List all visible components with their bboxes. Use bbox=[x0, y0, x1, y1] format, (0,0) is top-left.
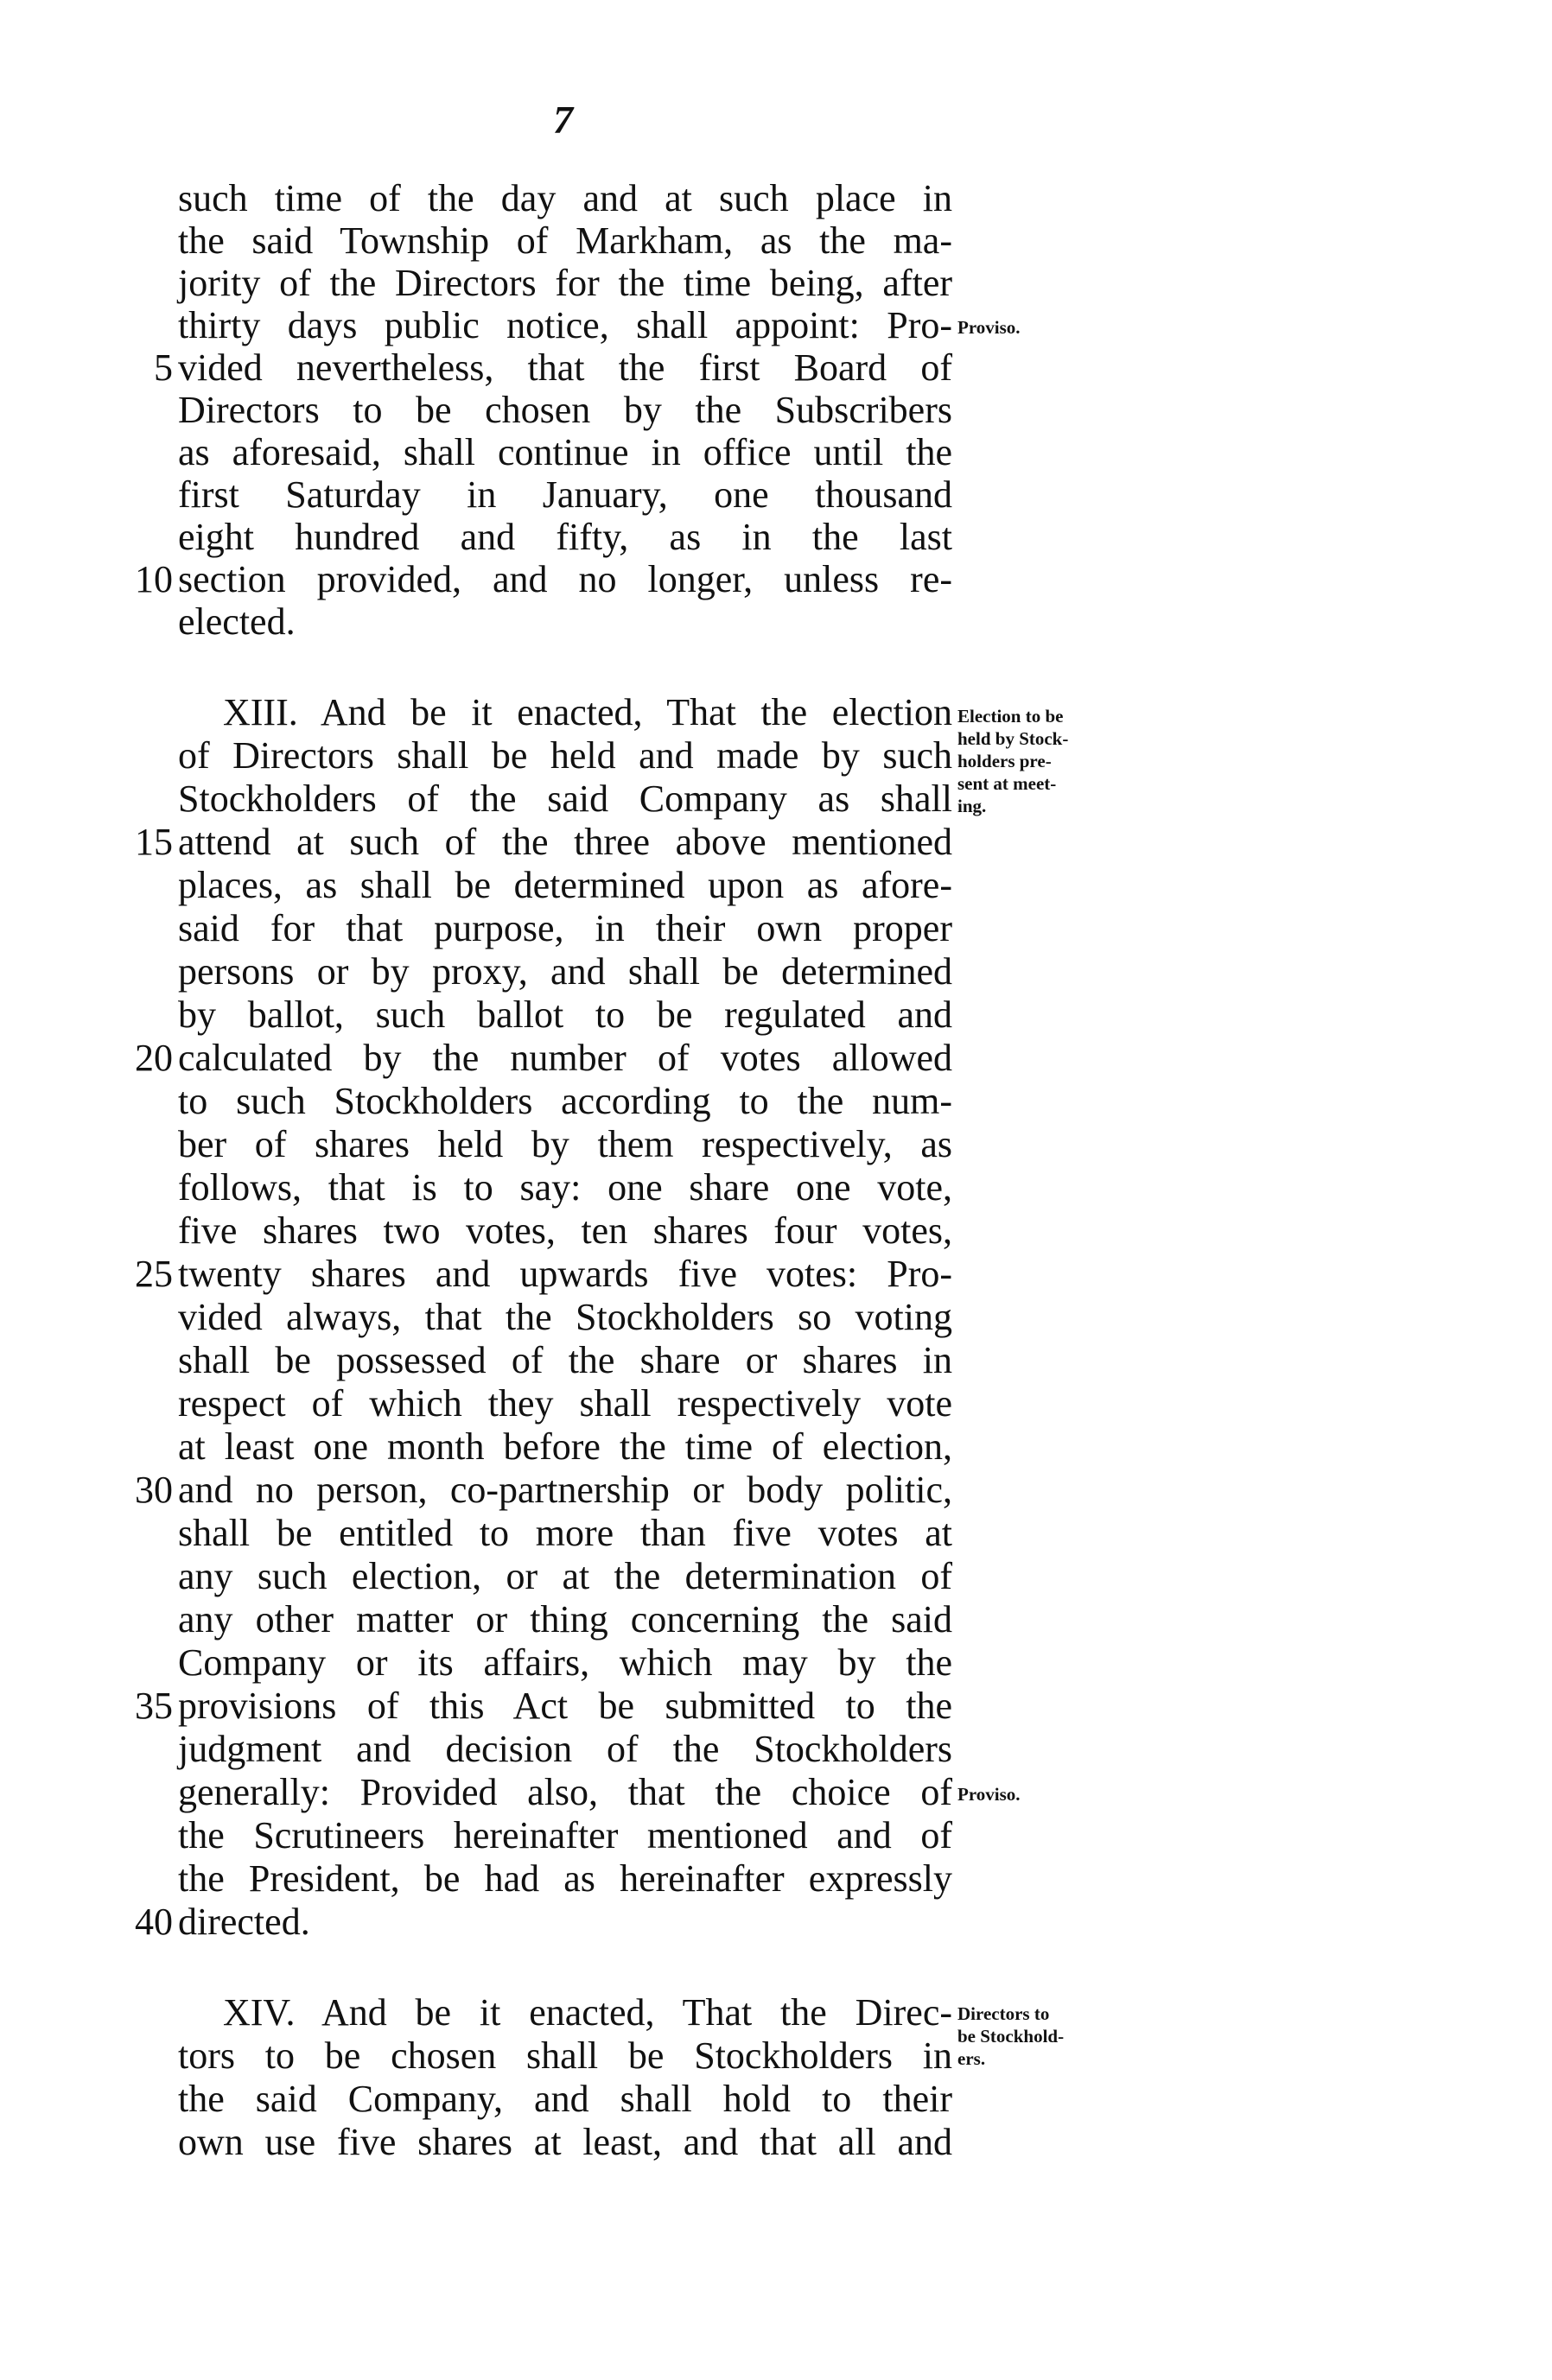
margin-note-election: sent at meet- bbox=[957, 773, 1057, 794]
text-line: elected. bbox=[178, 600, 296, 643]
text-line: Company or its affairs, which may by the bbox=[178, 1641, 952, 1684]
text-line: to such Stockholders according to the num- bbox=[178, 1080, 952, 1122]
text-line: directed. bbox=[178, 1901, 310, 1943]
page-number: 7 bbox=[553, 98, 573, 142]
section-heading-line: XIV. And be it enacted, That the Direc- bbox=[223, 1991, 952, 2034]
text-line: the President, be had as hereinafter expressly bbox=[178, 1857, 952, 1900]
text-line: the said Township of Markham, as the ma- bbox=[178, 219, 952, 262]
text-line: own use five shares at least, and that all and bbox=[178, 2121, 952, 2163]
text-line: thirty days public notice, shall appoint: Pro- bbox=[178, 304, 952, 346]
text-line: places, as shall be determined upon as afore- bbox=[178, 864, 952, 906]
text-line: eight hundred and fifty, as in the last bbox=[178, 516, 952, 558]
line-number: 25 bbox=[135, 1253, 173, 1295]
line-number: 40 bbox=[135, 1901, 173, 1943]
text-line: generally: Provided also, that the choice of bbox=[178, 1771, 952, 1813]
text-line: attend at such of the three above mentioned bbox=[178, 821, 952, 863]
text-line: section provided, and no longer, unless re- bbox=[178, 558, 952, 600]
text-line: by ballot, such ballot to be regulated and bbox=[178, 993, 952, 1036]
text-line: the Scrutineers hereinafter mentioned and of bbox=[178, 1814, 952, 1856]
text-line: follows, that is to say: one share one vote, bbox=[178, 1166, 952, 1209]
text-line: at least one month before the time of election, bbox=[178, 1425, 952, 1468]
margin-note-directors: be Stockhold- bbox=[957, 2026, 1065, 2047]
text-line: vided always, that the Stockholders so voting bbox=[178, 1296, 952, 1338]
line-number: 15 bbox=[135, 821, 173, 863]
margin-note-directors: Directors to bbox=[957, 2003, 1050, 2024]
margin-note-election: held by Stock- bbox=[957, 728, 1069, 749]
line-number: 30 bbox=[135, 1469, 173, 1511]
text-line: Stockholders of the said Company as shall bbox=[178, 777, 952, 820]
text-line: first Saturday in January, one thousand bbox=[178, 473, 952, 516]
line-number: 10 bbox=[135, 558, 173, 600]
text-line: Directors to be chosen by the Subscribers bbox=[178, 389, 952, 431]
text-line: such time of the day and at such place in bbox=[178, 177, 952, 219]
text-line: calculated by the number of votes allowed bbox=[178, 1037, 952, 1079]
text-line: said for that purpose, in their own proper bbox=[178, 907, 952, 949]
text-line: shall be possessed of the share or shares in bbox=[178, 1339, 952, 1381]
section-heading-line: XIII. And be it enacted, That the election bbox=[223, 691, 952, 733]
text-line: tors to be chosen shall be Stockholders in bbox=[178, 2034, 952, 2077]
margin-note-election: ing. bbox=[957, 796, 987, 816]
text-line: persons or by proxy, and shall be determined bbox=[178, 950, 952, 993]
margin-note-directors: ers. bbox=[957, 2048, 986, 2069]
line-number: 20 bbox=[135, 1037, 173, 1079]
text-line: ber of shares held by them respectively, as bbox=[178, 1123, 952, 1165]
text-line: twenty shares and upwards five votes: Pro- bbox=[178, 1253, 952, 1295]
text-line: respect of which they shall respectively vote bbox=[178, 1382, 952, 1425]
margin-note-election: Election to be bbox=[957, 706, 1064, 727]
text-line: shall be entitled to more than five votes at bbox=[178, 1512, 952, 1554]
margin-note-proviso: Proviso. bbox=[957, 1784, 1021, 1805]
text-line: vided nevertheless, that the first Board of bbox=[178, 346, 952, 389]
line-number: 35 bbox=[135, 1685, 173, 1727]
line-number: 5 bbox=[154, 346, 173, 389]
text-line: five shares two votes, ten shares four votes, bbox=[178, 1209, 952, 1252]
margin-note-election: holders pre- bbox=[957, 751, 1052, 771]
text-line: any such election, or at the determination of bbox=[178, 1555, 952, 1597]
text-line: of Directors shall be held and made by such bbox=[178, 734, 952, 777]
text-line: judgment and decision of the Stockholders bbox=[178, 1728, 952, 1770]
text-line: provisions of this Act be submitted to the bbox=[178, 1685, 952, 1727]
margin-note-proviso: Proviso. bbox=[957, 317, 1021, 338]
text-line: any other matter or thing concerning the said bbox=[178, 1598, 952, 1641]
text-line: the said Company, and shall hold to their bbox=[178, 2078, 952, 2120]
text-line: and no person, co-partnership or body politic, bbox=[178, 1469, 952, 1511]
text-line: jority of the Directors for the time being, after bbox=[178, 262, 952, 304]
text-line: as aforesaid, shall continue in office until the bbox=[178, 431, 952, 473]
